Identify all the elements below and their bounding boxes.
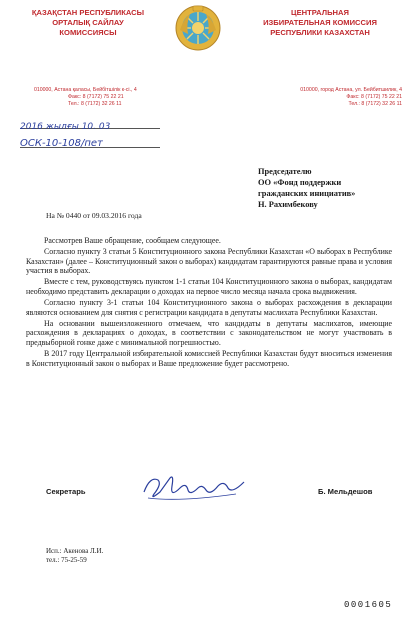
state-emblem-icon — [174, 4, 222, 52]
header-right-address — [262, 87, 402, 108]
right-address-fax: Факс: 8 (7172) 75 22 21 — [346, 94, 402, 100]
header-left-line-1: ҚАЗАҚСТАН РЕСПУБЛИКАСЫ — [31, 8, 145, 17]
header-right-line-1: ЦЕНТРАЛЬНАЯ — [291, 8, 349, 17]
executor-name: Исп.: Акенова Л.И. — [46, 547, 104, 555]
paragraph-4: Согласно пункту 3-1 статьи 104 Конституционного закона о выборах расхождения в декларации являются основанием для снятия с регистрации кандидата в депутаты маслихата Республики Казахстан. — [26, 298, 392, 317]
header-right-line-2: ИЗБИРАТЕЛЬНАЯ КОМИССИЯ — [263, 18, 377, 27]
header-right-title — [240, 8, 400, 38]
reference-line: На № 0440 от 09.03.2016 года — [46, 211, 142, 220]
signature-name: Б. Мельдешов — [318, 487, 373, 496]
header-left-title — [18, 8, 158, 38]
left-address-street: 010000, Астана қаласы, Бейбітшілік к-сі., 4 — [34, 87, 137, 93]
outgoing-number — [20, 133, 160, 148]
executor-block — [46, 547, 103, 565]
recipient-line-1: Председателю — [258, 167, 312, 176]
paragraph-5: На основании вышеизложенного отмечаем, что кандидаты в депутаты маслихатов, имеющие расхождения в декларациях о доходах, в соответствии с законодательством не могут участвовать в предвыборной гонке даже с минимальной погрешностью. — [26, 318, 392, 347]
outgoing-date-handwritten: 2016 жылғы 10. 03 — [20, 122, 111, 132]
outgoing-number-handwritten: ОСК-10-108/пет — [20, 138, 103, 149]
header-left-line-3: КОМИССИЯСЫ — [59, 28, 117, 37]
outgoing-date — [20, 116, 160, 132]
paragraph-6: В 2017 году Центральной избирательной комиссией Республики Казахстан будут вноситься изменения в Конституционный закон о выборах и Ваше предложение будет рассмотрено. — [26, 349, 392, 368]
paragraph-3: Вместе с тем, руководствуясь пунктом 1-1 статьи 104 Конституционного закона о выборах, кандидатам необходимо представить декларации о доходах на первое число месяца начала срока выдвижения. — [26, 277, 392, 296]
recipient-line-3: гражданских инициатив» — [258, 189, 356, 198]
signature-position: Секретарь — [46, 487, 86, 496]
recipient-line-2: ОО «Фонд поддержки — [258, 178, 342, 187]
right-address-street: 010000, город Астана, ул. Бейбитшилик, 4 — [300, 87, 402, 93]
executor-phone: тел.: 75-25-59 — [46, 556, 87, 564]
paragraph-2: Согласно пункту 3 статьи 5 Конституционного закона Республики Казахстан «О выборах в Республике Казахстан» (далее – Конституционный закон о выборах) кандидатам гарантируются равные права и условия участия в выборах. — [26, 247, 392, 276]
paragraph-1: Рассмотрев Ваше обращение, сообщаем следующее. — [44, 236, 221, 245]
right-address-phone: Тел.: 8 (7172) 32 26 11 — [348, 101, 402, 107]
header-left-line-2: ОРТАЛЫҚ САЙЛАУ — [52, 18, 124, 27]
header-left-address — [34, 87, 184, 108]
recipient-block — [258, 166, 408, 210]
left-address-phone: Тел.: 8 (7172) 32 26 11 — [68, 101, 122, 107]
header-right-line-3: РЕСПУБЛИКИ КАЗАХСТАН — [270, 28, 370, 37]
serial-number: 0001605 — [344, 600, 393, 610]
recipient-line-4: Н. Рахимбекову — [258, 200, 318, 209]
letter-body — [26, 236, 392, 370]
handwritten-signature — [140, 470, 250, 506]
left-address-fax: Факс: 8 (7172) 75 22 21 — [68, 94, 124, 100]
